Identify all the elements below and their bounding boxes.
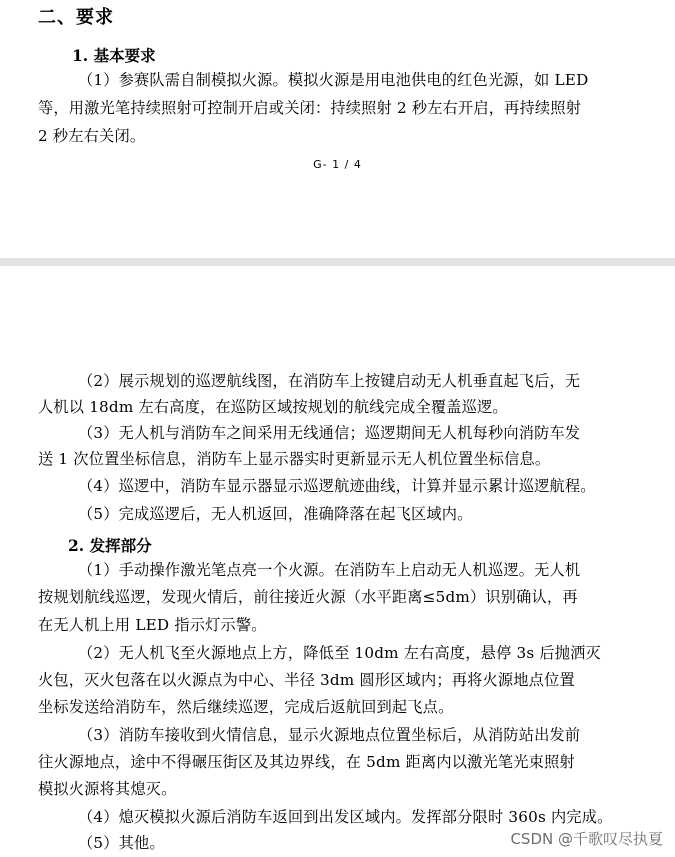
paragraph-line: 往火源地点，途中不得碾压街区及其边界线，在 5dm 距离内以激光笔光束照射	[38, 753, 575, 771]
page-number: G- 1 / 4	[313, 158, 362, 171]
paragraph-line: （5）完成巡逻后，无人机返回，准确降落在起飞区域内。	[78, 505, 473, 523]
section-title: 二、要求	[38, 7, 114, 28]
subsection-heading-advanced: 2. 发挥部分	[68, 536, 152, 555]
paragraph-line: （3）无人机与消防车之间采用无线通信；巡逻期间无人机每秒向消防车发	[78, 424, 581, 442]
subsection-heading-basic: 1. 基本要求	[72, 46, 156, 65]
document-page-1	[0, 0, 675, 258]
watermark: CSDN @千歌叹尽执夏	[510, 830, 663, 848]
paragraph-line: 坐标发送给消防车，然后继续巡逻，完成后返航回到起飞点。	[38, 698, 454, 716]
paragraph-line: 模拟火源将其熄灭。	[38, 780, 177, 798]
paragraph-line: 2 秒左右关闭。	[38, 127, 146, 145]
paragraph-line: 送 1 次位置坐标信息，消防车上显示器实时更新显示无人机位置坐标信息。	[38, 450, 551, 468]
paragraph-line: （1）参赛队需自制模拟火源。模拟火源是用电池供电的红色光源，如 LED	[78, 71, 589, 89]
paragraph-line: （4）熄灭模拟火源后消防车返回到出发区域内。发挥部分限时 360s 内完成。	[78, 808, 613, 826]
paragraph-line: （4）巡逻中，消防车显示器显示巡逻航迹曲线，计算并显示累计巡逻航程。	[78, 477, 596, 495]
page-separator	[0, 258, 675, 266]
paragraph-line: 等，用激光笔持续照射可控制开启或关闭：持续照射 2 秒左右开启，再持续照射	[38, 99, 582, 117]
document-page-2	[0, 266, 675, 857]
paragraph-line: （5）其他。	[78, 834, 165, 852]
paragraph-line: （2）无人机飞至火源地点上方，降低至 10dm 左右高度，悬停 3s 后抛洒灭	[78, 644, 601, 662]
paragraph-line: 在无人机上用 LED 指示灯示警。	[38, 616, 267, 634]
paragraph-line: 火包，灭火包落在以火源点为中心、半径 3dm 圆形区域内；再将火源地点位置	[38, 671, 575, 689]
paragraph-line: （2）展示规划的巡逻航线图，在消防车上按键启动无人机垂直起飞后，无	[78, 372, 581, 390]
paragraph-line: （1）手动操作激光笔点亮一个火源。在消防车上启动无人机巡逻。无人机	[78, 561, 581, 579]
paragraph-line: （3）消防车接收到火情信息，显示火源地点位置坐标后，从消防站出发前	[78, 726, 581, 744]
paragraph-line: 人机以 18dm 左右高度，在巡防区域按规划的航线完成全覆盖巡逻。	[38, 398, 508, 416]
paragraph-line: 按规划航线巡逻，发现火情后，前往接近火源（水平距离≤5dm）识别确认，再	[38, 588, 578, 606]
